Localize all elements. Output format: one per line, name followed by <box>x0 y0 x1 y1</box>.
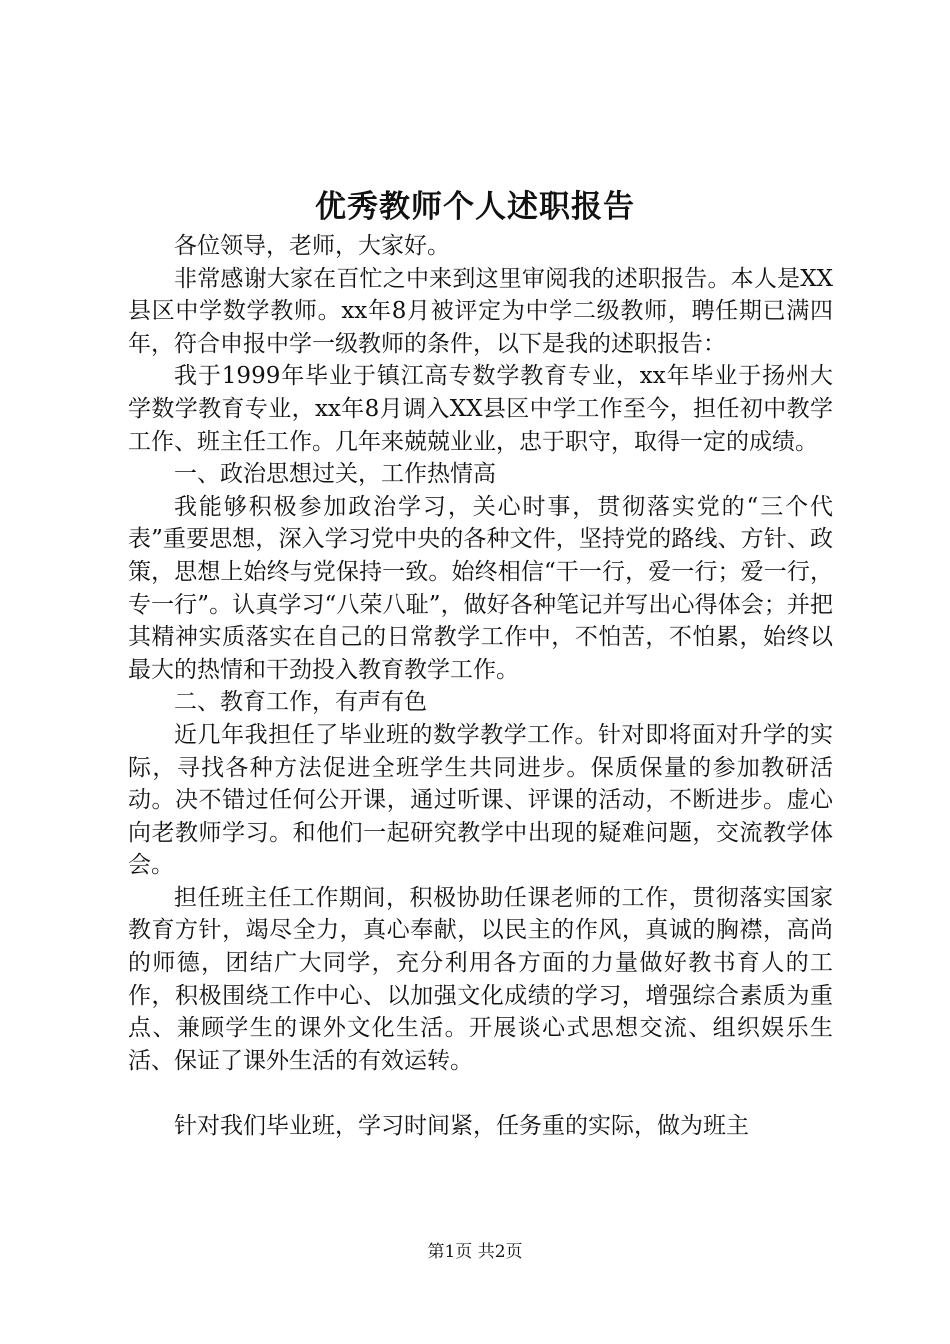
teaching-paragraph: 近几年我担任了毕业班的数学教学工作。针对即将面对升学的实际，寻找各种方法促进全班学生共同进步。保质保量的参加教研活动。决不错过任何公开课，通过听课、评课的活动，不断进步。虚心向老教师学习。和他们一起研究教学中出现的疑难问题，交流教学体会。 <box>128 721 833 879</box>
section-heading-politics: 一、政治思想过关，工作热情高 <box>174 461 496 488</box>
page-number-footer: 第1页 共2页 <box>427 1242 523 1262</box>
intro-paragraph: 非常感谢大家在百忙之中来到这里审阅我的述职报告。本人是XX县区中学数学教师。xx年8月被评定为中学二级教师，聘任期已满四年，符合申报中学一级教师的条件，以下是我的述职报告： <box>128 265 833 357</box>
graduating-class-paragraph: 针对我们毕业班，学习时间紧，任务重的实际，做为班主 <box>174 1113 749 1140</box>
greeting-paragraph: 各位领导，老师，大家好。 <box>174 233 450 259</box>
document-title: 优秀教师个人述职报告 <box>315 189 635 225</box>
background-paragraph: 我于1999年毕业于镇江高专数学教育专业，xx年毕业于扬州大学数学教育专业，xx年8月调入XX县区中学工作至今，担任初中教学工作、班主任工作。几年来兢兢业业，忠于职守，取得一定的成绩。 <box>128 363 833 455</box>
politics-paragraph: 我能够积极参加政治学习，关心时事，贯彻落实党的“三个代表”重要思想，深入学习党中央的各种文件，坚持党的路线、方针、政策，思想上始终与党保持一致。始终相信“干一行，爱一行；爱一行，专一行”。认真学习“八荣八耻”，做好各种笔记并写出心得体会；并把其精神实质落实在自己的日常教学工作中，不怕苦，不怕累，始终以最大的热情和干劲投入教育教学工作。 <box>128 493 833 683</box>
section-heading-education: 二、教育工作，有声有色 <box>174 689 427 716</box>
document-body <box>128 230 833 1143</box>
class-teacher-paragraph: 担任班主任工作期间，积极协助任课老师的工作，贯彻落实国家教育方针，竭尽全力，真心奉献，以民主的作风，真诚的胸襟，高尚的师德，团结广大同学，充分利用各方面的力量做好教书育人的工作，积极围绕工作中心、以加强文化成绩的学习，增强综合素质为重点、兼顾学生的课外文化生活。开展谈心式思想交流、组织娱乐生活、保证了课外生活的有效运转。 <box>128 884 833 1074</box>
